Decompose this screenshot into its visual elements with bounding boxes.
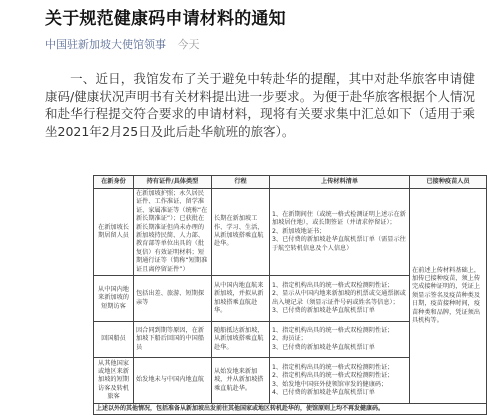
publish-date: 今天 — [177, 38, 200, 51]
cell-itinerary: 随船抵达新加坡，从新加坡搭乘直航赴华。 — [212, 322, 270, 358]
header-documents: 持有证件/具体类型 — [134, 176, 212, 189]
article-paragraph — [45, 70, 475, 140]
cell-identity: 在新加坡长期居留人员 — [94, 189, 134, 276]
cell-materials: 1、指定机构出具的统一格式双检测阴性证； 2、指定机构出具的统一格式双检测阴性证； 3、始发地中国驻外使领馆审发的健康码； 4、已付费的新加坡赴华直航机票订单 — [270, 358, 410, 404]
cell-documents: 在新加坡护照；永久居民证件、工作准证、留学准证、家属准证等（统称“在新长期准证”）；已获批在新长期准证但尚未办理的新加坡持民简、人力部、教育部等单位出具的（批复信）有效证明材料；短期通行证等（简称“短期准证且离停留证件”） — [134, 189, 212, 276]
article-meta — [45, 38, 200, 52]
cell-identity: 回国船员 — [94, 322, 134, 358]
cell-identity: 从中国内地来新加坡的短期访客 — [94, 276, 134, 322]
cell-itinerary: 从中国内地直航来新加坡，并拟从新加坡搭乘直航赴华。 — [212, 276, 270, 322]
cell-itinerary: 长期在新加坡工作、学习、生活，从新加坡搭乘直航赴华。 — [212, 189, 270, 276]
header-identity: 在新身份 — [94, 176, 134, 189]
cell-itinerary: 从始发地来新加坡，并从新加坡搭乘直航赴华。 — [212, 358, 270, 404]
cell-materials: 1、指定机构出具的统一格式双检测阴性证； 2、海员证； 3、已付费的新加坡赴华直航机票订单 — [270, 322, 410, 358]
cell-documents: 因合同到期等原因，在新加坡下船后回国的中国船员 — [134, 322, 212, 358]
account-name-link[interactable]: 中国驻新加坡大使馆领事 — [45, 38, 166, 51]
cell-materials: 1、在新期间住（或统一格式检测证明上述示在新加坡居住地），或长期签证（并请求停留证）； 2、新加坡地证书； 3、已付费的新加坡赴华直航机票订单（需显示往于航空转机信息及个人信息） — [270, 189, 410, 276]
header-vaccinated: 已接种疫苗人员 — [410, 176, 487, 189]
article-title: 关于规范健康码申请材料的通知 — [45, 9, 286, 29]
cell-identity: 从其他国家或地区来新加坡的短期访客及转机旅客 — [94, 358, 134, 404]
table-footnote-row — [94, 404, 487, 415]
header-itinerary: 行程 — [212, 176, 270, 189]
cell-materials: 1、指定机构出具的统一格式双检测阴性证； 2、显示从中国内地来新加坡的机票或交通票据或出入境记录（须显示证件号码或姓名等信息）； 3、已付费的新加坡赴华直航机票订单 — [270, 276, 410, 322]
table-header-row — [94, 176, 487, 189]
header-materials: 上传材料清单 — [270, 176, 410, 189]
article-paragraph-text: 一、近日，我馆发布了关于避免中转赴华的提醒，其中对赴华旅客申请健康码/健康状况声明书有关材料提出进一步要求。为便于赴华旅客根据个人情况和赴华行程提交符合要求的申请材料，现将有关要求集中汇总如下（适用于乘坐2021年2月25日及此后赴华航班的旅客）。 — [45, 71, 475, 139]
cell-vaccinated: 在前述上传材料基础上，加传已接种疫苗，须上传完成接种证明的，凭证上须显示签名及疫苗种类及日期，疫苗接种时间，疫苗种类和品牌，凭证须出具机构等。 — [410, 189, 487, 404]
table-row — [94, 189, 487, 276]
cell-documents: 包括出差、旅游、短期探亲等 — [134, 276, 212, 322]
requirements-table — [93, 175, 487, 415]
table-footnote: 上述以外的其他情况，包括准备从新加坡出发前往其他国家或地区转机赴华的，使馆原则上均不再发健康码。 — [94, 404, 487, 415]
cell-documents: 始发地未与中国内地直航 — [134, 358, 212, 404]
